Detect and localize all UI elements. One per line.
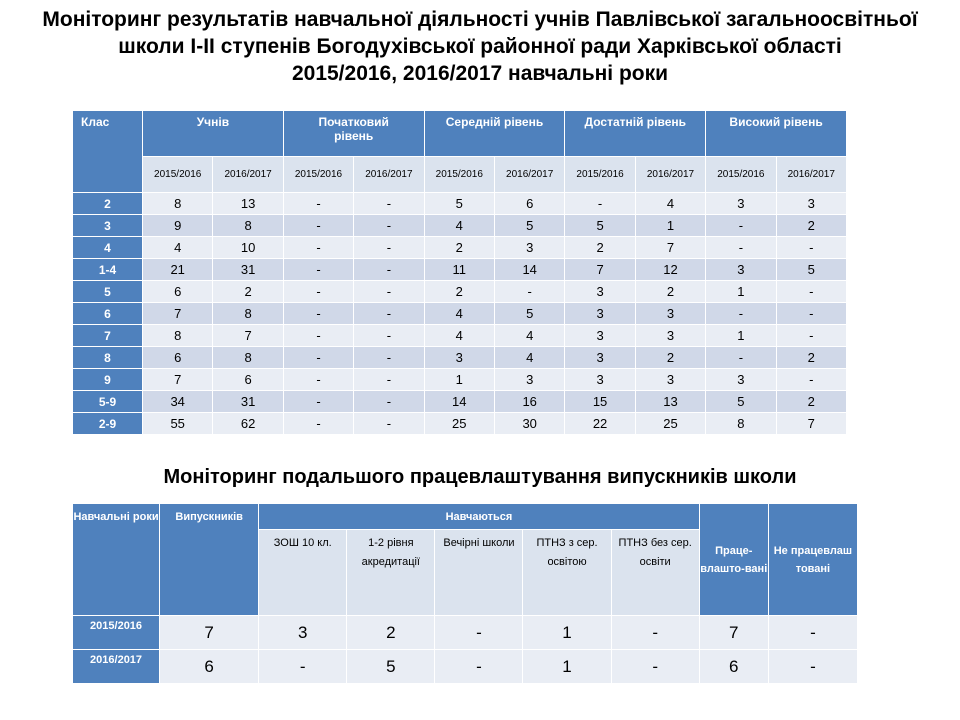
table-cell: 13 bbox=[213, 193, 283, 215]
table-cell: 9 bbox=[143, 215, 213, 237]
table-cell: - bbox=[706, 237, 776, 259]
row-label: 5-9 bbox=[73, 391, 143, 413]
table-cell: 7 bbox=[143, 369, 213, 391]
table-cell: 3 bbox=[706, 259, 776, 281]
table-cell: 3 bbox=[706, 369, 776, 391]
header-year-cell: 2016/2017 bbox=[354, 157, 424, 193]
table-cell: 8 bbox=[213, 215, 283, 237]
table-cell: - bbox=[283, 347, 353, 369]
table-row bbox=[73, 303, 847, 325]
performance-table bbox=[72, 110, 847, 435]
table-cell: - bbox=[435, 616, 523, 650]
header-studying-subcol: ЗОШ 10 кл. bbox=[259, 530, 347, 616]
header-not-employed: Не працевлаш товані bbox=[768, 504, 857, 616]
table-cell: 11 bbox=[424, 259, 494, 281]
table-cell: 2 bbox=[424, 281, 494, 303]
header-studying-subcol: Вечірні школи bbox=[435, 530, 523, 616]
table-cell: 3 bbox=[565, 303, 635, 325]
table-cell: 14 bbox=[494, 259, 564, 281]
table-cell: - bbox=[354, 347, 424, 369]
table-cell: 3 bbox=[494, 369, 564, 391]
table-cell: 6 bbox=[494, 193, 564, 215]
header-group-students: Учнів bbox=[143, 111, 284, 157]
table-cell: 1 bbox=[424, 369, 494, 391]
table-cell: 5 bbox=[494, 215, 564, 237]
table-cell: 4 bbox=[635, 193, 705, 215]
title-line-1: Моніторинг результатів навчальної діяльності учнів Павлівської загальноосвітньої bbox=[42, 8, 918, 31]
table-cell: 12 bbox=[635, 259, 705, 281]
table-cell: 3 bbox=[706, 193, 776, 215]
employment-table bbox=[72, 503, 858, 684]
table-cell: - bbox=[354, 193, 424, 215]
table-cell: 7 bbox=[699, 616, 768, 650]
table-cell: 2 bbox=[776, 347, 846, 369]
table-row bbox=[73, 347, 847, 369]
row-label: 7 bbox=[73, 325, 143, 347]
table-cell: - bbox=[706, 347, 776, 369]
table-cell: - bbox=[776, 237, 846, 259]
table-cell: - bbox=[283, 281, 353, 303]
table-cell: 21 bbox=[143, 259, 213, 281]
table-cell: - bbox=[354, 259, 424, 281]
header-studying-subcol: 1-2 рівня акредитації bbox=[347, 530, 435, 616]
table-cell: 1 bbox=[635, 215, 705, 237]
header-year-cell: 2015/2016 bbox=[283, 157, 353, 193]
table-cell: - bbox=[354, 303, 424, 325]
table-cell: - bbox=[776, 325, 846, 347]
table-cell: 2 bbox=[776, 215, 846, 237]
header-studying-subcol: ПТНЗ без сер. освіти bbox=[611, 530, 699, 616]
row-label: 3 bbox=[73, 215, 143, 237]
table-cell: 4 bbox=[494, 325, 564, 347]
table-cell: 31 bbox=[213, 259, 283, 281]
table-cell: - bbox=[435, 650, 523, 684]
table-cell: 4 bbox=[143, 237, 213, 259]
header-year-cell: 2016/2017 bbox=[213, 157, 283, 193]
table-cell: - bbox=[354, 413, 424, 435]
table-cell: 14 bbox=[424, 391, 494, 413]
header-studying-subcol: ПТНЗ з сер. освітою bbox=[523, 530, 611, 616]
table-row bbox=[73, 259, 847, 281]
table-cell: 1 bbox=[706, 325, 776, 347]
table-cell: 25 bbox=[635, 413, 705, 435]
table-cell: - bbox=[283, 303, 353, 325]
table-cell: - bbox=[283, 193, 353, 215]
header-group-high: Високий рівень bbox=[706, 111, 847, 157]
table-row bbox=[73, 215, 847, 237]
table-cell: 1 bbox=[523, 616, 611, 650]
table-cell: 7 bbox=[160, 616, 259, 650]
table-cell: 7 bbox=[635, 237, 705, 259]
table-cell: 7 bbox=[565, 259, 635, 281]
row-label: 8 bbox=[73, 347, 143, 369]
header-group-initial bbox=[283, 111, 424, 157]
table-cell: - bbox=[706, 303, 776, 325]
table-cell: 5 bbox=[424, 193, 494, 215]
header-academic-years: Навчальні роки bbox=[73, 504, 160, 616]
table-cell: 3 bbox=[635, 303, 705, 325]
row-label: 2016/2017 bbox=[73, 650, 160, 684]
section-subtitle: Моніторинг подальшого працевлаштування випускників школи bbox=[163, 466, 797, 488]
table-cell: 16 bbox=[494, 391, 564, 413]
header-year-cell: 2016/2017 bbox=[776, 157, 846, 193]
table-cell: - bbox=[283, 369, 353, 391]
table-cell: 5 bbox=[565, 215, 635, 237]
table-cell: 2 bbox=[776, 391, 846, 413]
table-row bbox=[73, 650, 858, 684]
table-cell: 8 bbox=[706, 413, 776, 435]
row-label: 1-4 bbox=[73, 259, 143, 281]
table-cell: 22 bbox=[565, 413, 635, 435]
header-year-cell: 2015/2016 bbox=[424, 157, 494, 193]
table-cell: - bbox=[768, 616, 857, 650]
table-cell: 25 bbox=[424, 413, 494, 435]
table-cell: 3 bbox=[424, 347, 494, 369]
table-cell: - bbox=[776, 303, 846, 325]
table-row bbox=[73, 325, 847, 347]
header-year-cell: 2015/2016 bbox=[143, 157, 213, 193]
header-year-cell: 2015/2016 bbox=[706, 157, 776, 193]
table-cell: 10 bbox=[213, 237, 283, 259]
table-cell: 3 bbox=[565, 369, 635, 391]
table-cell: 31 bbox=[213, 391, 283, 413]
header-group-sufficient: Достатній рівень bbox=[565, 111, 706, 157]
table-cell: 62 bbox=[213, 413, 283, 435]
table-cell: - bbox=[283, 259, 353, 281]
table-cell: 4 bbox=[424, 325, 494, 347]
table-cell: - bbox=[611, 616, 699, 650]
table-cell: - bbox=[354, 391, 424, 413]
table-cell: 2 bbox=[347, 616, 435, 650]
table-cell: 7 bbox=[776, 413, 846, 435]
header-year-cell: 2016/2017 bbox=[635, 157, 705, 193]
row-label: 4 bbox=[73, 237, 143, 259]
row-label: 2015/2016 bbox=[73, 616, 160, 650]
header-year-cell: 2016/2017 bbox=[494, 157, 564, 193]
header-studying: Навчаються bbox=[259, 504, 700, 530]
header-year-cell: 2015/2016 bbox=[565, 157, 635, 193]
table-cell: 3 bbox=[635, 325, 705, 347]
row-label: 6 bbox=[73, 303, 143, 325]
header-graduates: Випускників bbox=[160, 504, 259, 616]
table-cell: 30 bbox=[494, 413, 564, 435]
table-cell: - bbox=[354, 215, 424, 237]
table-cell: 6 bbox=[160, 650, 259, 684]
table-cell: 2 bbox=[424, 237, 494, 259]
table-row bbox=[73, 391, 847, 413]
table-row bbox=[73, 237, 847, 259]
table-cell: 7 bbox=[143, 303, 213, 325]
table-cell: 8 bbox=[143, 193, 213, 215]
table-cell: 3 bbox=[635, 369, 705, 391]
table-cell: 2 bbox=[635, 281, 705, 303]
table-cell: - bbox=[768, 650, 857, 684]
table-cell: - bbox=[283, 325, 353, 347]
table-cell: 7 bbox=[213, 325, 283, 347]
header-klas: Клас bbox=[73, 111, 143, 193]
table-cell: 3 bbox=[565, 347, 635, 369]
table-cell: - bbox=[283, 215, 353, 237]
table-cell: 6 bbox=[213, 369, 283, 391]
table-cell: - bbox=[354, 237, 424, 259]
table-cell: - bbox=[494, 281, 564, 303]
table-cell: 5 bbox=[347, 650, 435, 684]
table-cell: - bbox=[283, 413, 353, 435]
page-title bbox=[0, 6, 960, 87]
row-label: 2-9 bbox=[73, 413, 143, 435]
table-cell: - bbox=[283, 391, 353, 413]
table-cell: 55 bbox=[143, 413, 213, 435]
header-employed: Праце-влашто-вані bbox=[699, 504, 768, 616]
table-cell: 6 bbox=[143, 347, 213, 369]
table-cell: - bbox=[611, 650, 699, 684]
table-cell: 2 bbox=[635, 347, 705, 369]
table-row bbox=[73, 281, 847, 303]
table-cell: 13 bbox=[635, 391, 705, 413]
table-cell: 3 bbox=[565, 325, 635, 347]
title-line-3: 2015/2016, 2016/2017 навчальні роки bbox=[291, 62, 669, 85]
table-cell: 4 bbox=[424, 303, 494, 325]
table-cell: 5 bbox=[776, 259, 846, 281]
table-cell: - bbox=[354, 325, 424, 347]
table-cell: 3 bbox=[565, 281, 635, 303]
row-label: 2 bbox=[73, 193, 143, 215]
table-cell: - bbox=[776, 281, 846, 303]
table-row bbox=[73, 193, 847, 215]
title-line-2: школи І-ІІ ступенів Богодухівської районної ради Харківської області bbox=[118, 35, 842, 58]
table-cell: - bbox=[776, 369, 846, 391]
table-cell: 4 bbox=[494, 347, 564, 369]
table-cell: - bbox=[706, 215, 776, 237]
table-cell: - bbox=[565, 193, 635, 215]
table-cell: 1 bbox=[523, 650, 611, 684]
row-label: 9 bbox=[73, 369, 143, 391]
table-cell: 4 bbox=[424, 215, 494, 237]
table-cell: - bbox=[354, 369, 424, 391]
table-cell: 5 bbox=[494, 303, 564, 325]
table-row bbox=[73, 616, 858, 650]
row-label: 5 bbox=[73, 281, 143, 303]
header-group-middle: Середній рівень bbox=[424, 111, 565, 157]
table-row bbox=[73, 413, 847, 435]
table-cell: 5 bbox=[706, 391, 776, 413]
table-cell: - bbox=[283, 237, 353, 259]
table-row bbox=[73, 369, 847, 391]
table-cell: 8 bbox=[213, 303, 283, 325]
table-cell: 6 bbox=[699, 650, 768, 684]
table-cell: 6 bbox=[143, 281, 213, 303]
table-cell: 15 bbox=[565, 391, 635, 413]
table-cell: 1 bbox=[706, 281, 776, 303]
table-cell: 3 bbox=[776, 193, 846, 215]
table-cell: 8 bbox=[213, 347, 283, 369]
table-cell: 3 bbox=[259, 616, 347, 650]
table-cell: 2 bbox=[213, 281, 283, 303]
table-cell: 3 bbox=[494, 237, 564, 259]
table-cell: 34 bbox=[143, 391, 213, 413]
table-cell: - bbox=[259, 650, 347, 684]
table-cell: 2 bbox=[565, 237, 635, 259]
header-group-initial-text: Початковий рівень bbox=[318, 115, 389, 143]
table-cell: 8 bbox=[143, 325, 213, 347]
table-cell: - bbox=[354, 281, 424, 303]
